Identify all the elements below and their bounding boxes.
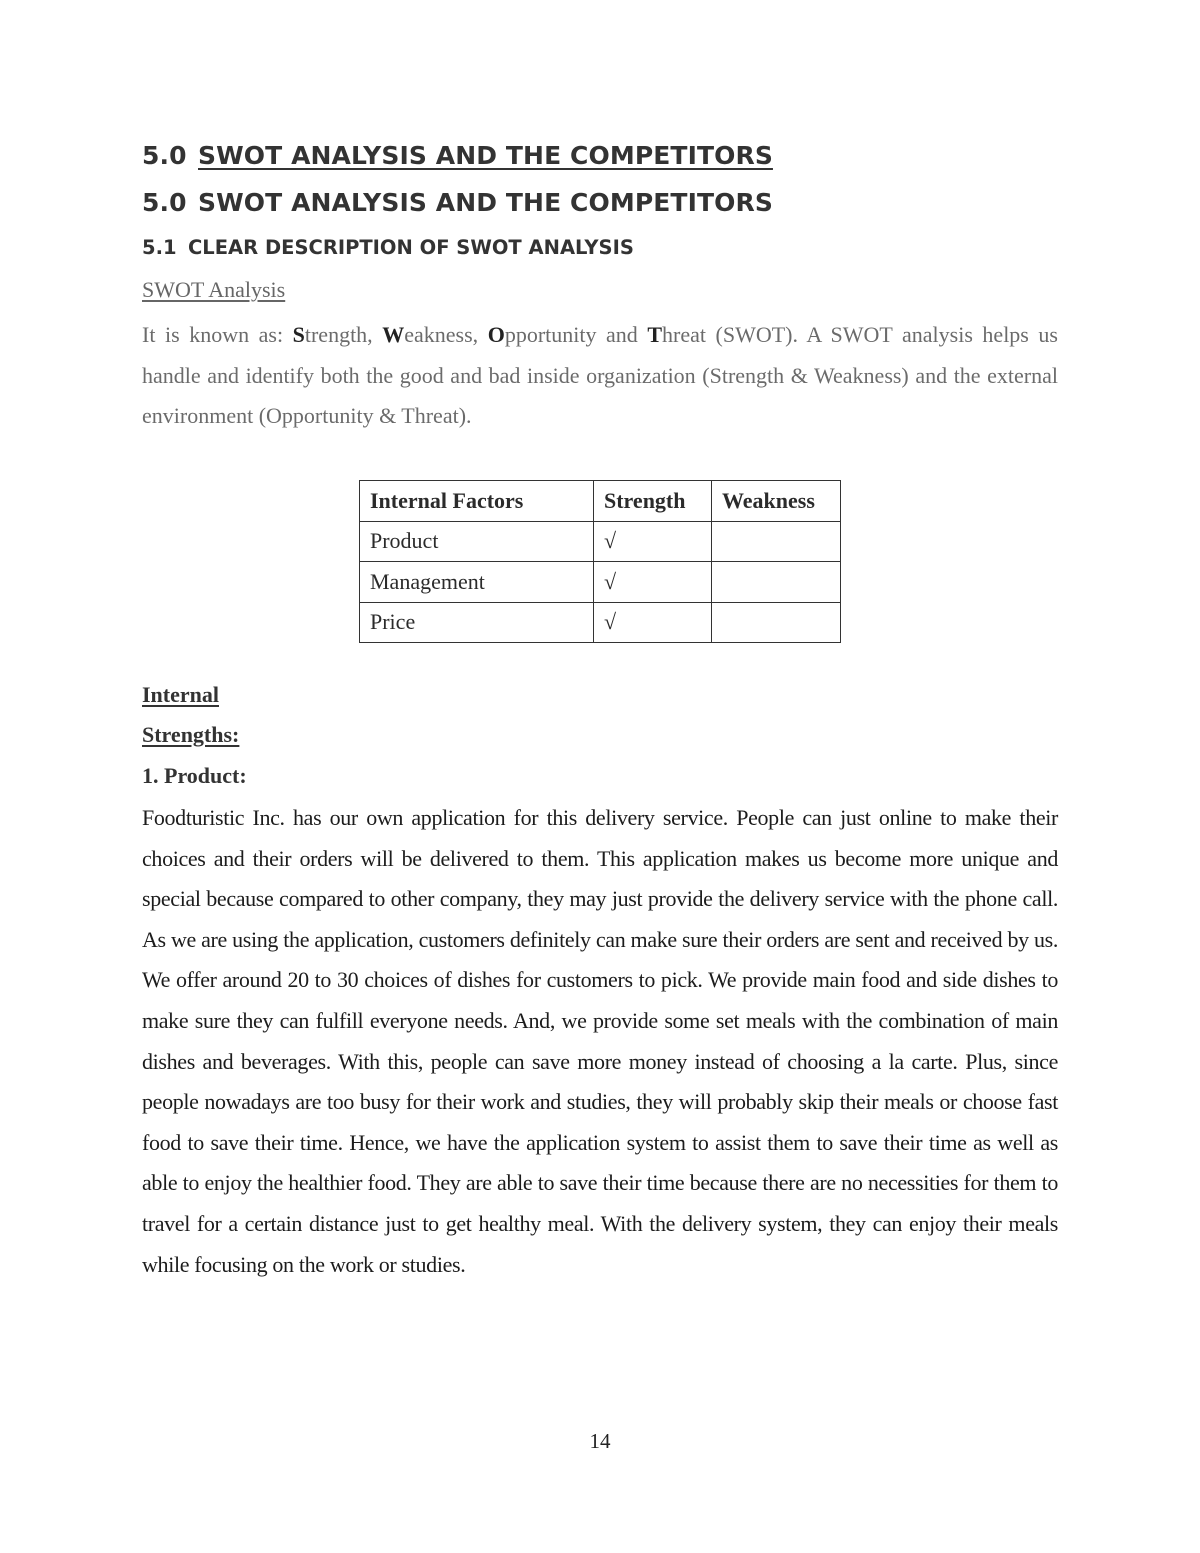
swot-analysis-label: SWOT Analysis: [142, 277, 286, 302]
internal-factors-table: [359, 480, 841, 643]
strength-check-cell: √: [594, 521, 712, 562]
section-heading-underlined: 5.0 SWOT ANALYSIS AND THE COMPETITORS: [142, 141, 773, 170]
strength-check-cell: √: [594, 562, 712, 603]
section-heading: 5.0 SWOT ANALYSIS AND THE COMPETITORS: [142, 188, 773, 217]
strength-check-cell: √: [594, 602, 712, 643]
page-number: 14: [589, 1429, 611, 1453]
intro-paragraph: It is known as: Strength, Weakness, Opportunity and Threat (SWOT). A SWOT analysis helps us handle and identify both the good and bad inside organization (Strength & Weakness) and the external environment (Opportunity & Threat).: [142, 322, 1058, 429]
strengths-label: Strengths:: [142, 722, 240, 747]
subsection-heading: 5.1 CLEAR DESCRIPTION OF SWOT ANALYSIS: [142, 236, 634, 259]
factor-cell: Management: [360, 562, 594, 603]
product-item-label: 1. Product:: [142, 763, 247, 788]
header-internal-factors: Internal Factors: [360, 481, 594, 522]
factor-cell: Price: [360, 602, 594, 643]
header-weakness: Weakness: [712, 481, 841, 522]
header-strength: Strength: [594, 481, 712, 522]
table-header-row: [360, 481, 841, 522]
product-paragraph: Foodturistic Inc. has our own application for this delivery service. People can just online to make their choices and their orders will be delivered to them. This application makes us become more unique and special because compared to other company, they may just provide the delivery service with the phone call. As we are using the application, customers definitely can make sure their orders are sent and received by us. We offer around 20 to 30 choices of dishes for customers to pick. We provide main food and side dishes to make sure they can fulfill everyone needs. And, we provide some set meals with the combination of main dishes and beverages. With this, people can save more money instead of choosing a la carte. Plus, since people nowadays are too busy for their work and studies, they will probably skip their meals or choose fast food to save their time. Hence, we have the application system to assist them to save their time as well as able to enjoy the healthier food. They are able to save their time because there are no necessities for them to travel for a certain distance just to get healthy meal. With the delivery system, they can enjoy their meals while focusing on the work or studies.: [142, 805, 1058, 1277]
factor-cell: Product: [360, 521, 594, 562]
internal-label: Internal: [142, 682, 219, 707]
table-row: [360, 521, 841, 562]
weakness-cell: [712, 602, 841, 643]
table-row: [360, 602, 841, 643]
weakness-cell: [712, 562, 841, 603]
table-row: [360, 562, 841, 603]
weakness-cell: [712, 521, 841, 562]
